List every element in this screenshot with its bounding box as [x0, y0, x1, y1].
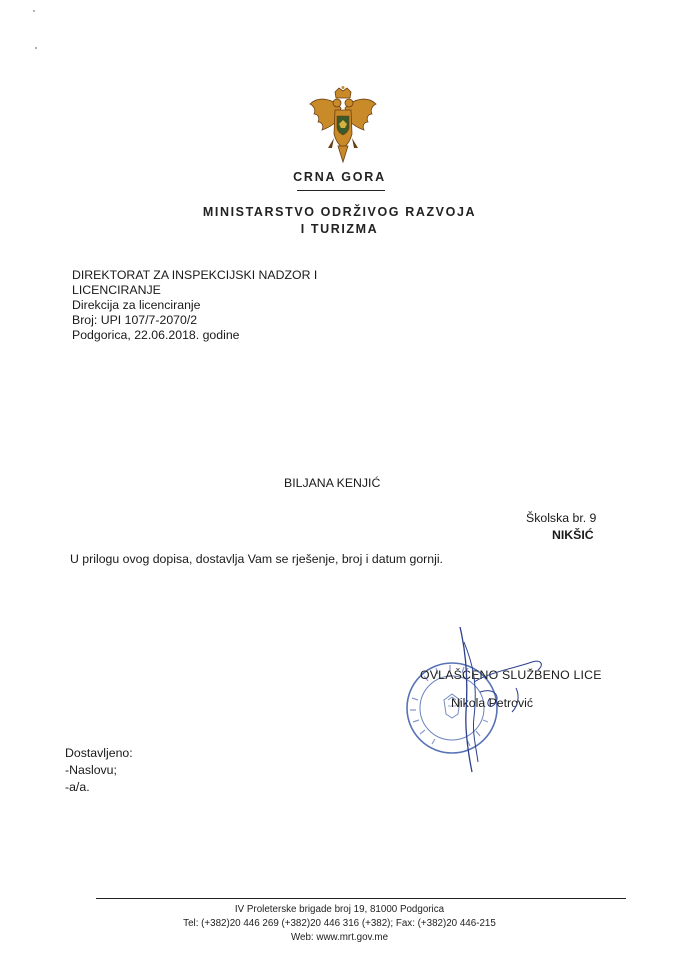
directorate-line1: DIREKTORAT ZA INSPEKCIJSKI NADZOR I — [72, 268, 318, 282]
signatory-role: OVLAŠĆENO SLUŽBENO LICE — [420, 668, 602, 682]
country-name: CRNA GORA — [293, 170, 386, 184]
recipient-street: Školska br. 9 — [526, 511, 597, 525]
ministry-name-line1: MINISTARSTVO ODRŽIVOG RAZVOJA — [202, 205, 477, 219]
scan-speck — [33, 10, 35, 12]
ministry-name-line2: I TURIZMA — [300, 222, 379, 236]
country-underline — [297, 190, 385, 191]
scan-speck — [35, 47, 37, 49]
directorate-line2: LICENCIRANJE — [72, 283, 161, 297]
letter-body: U prilogu ovog dopisa, dostavlja Vam se rješenje, broj i datum gornji. — [70, 552, 443, 566]
footer-contact: Tel: (+382)20 446 269 (+382)20 446 316 (+382); Fax: (+382)20 446-215 — [183, 918, 496, 929]
recipient-city: NIKŠIĆ — [552, 528, 594, 542]
delivered-item: -Naslovu; — [65, 763, 117, 777]
recipient-name: BILJANA KENJIĆ — [284, 476, 381, 490]
coat-of-arms-icon — [308, 86, 378, 166]
place-date: Podgorica, 22.06.2018. godine — [72, 328, 240, 342]
signatory-name: Nikola Petrović — [451, 696, 534, 710]
footer-divider — [96, 898, 626, 899]
footer-address: IV Proleterske brigade broj 19, 81000 Podgorica — [234, 904, 445, 915]
footer-web: Web: www.mrt.gov.me — [290, 932, 389, 943]
department: Direkcija za licenciranje — [72, 298, 201, 312]
delivered-item: -a/a. — [65, 780, 90, 794]
delivered-label: Dostavljeno: — [65, 746, 133, 760]
reference-number: Broj: UPI 107/7-2070/2 — [72, 313, 198, 327]
handwritten-signature-icon — [420, 622, 570, 782]
